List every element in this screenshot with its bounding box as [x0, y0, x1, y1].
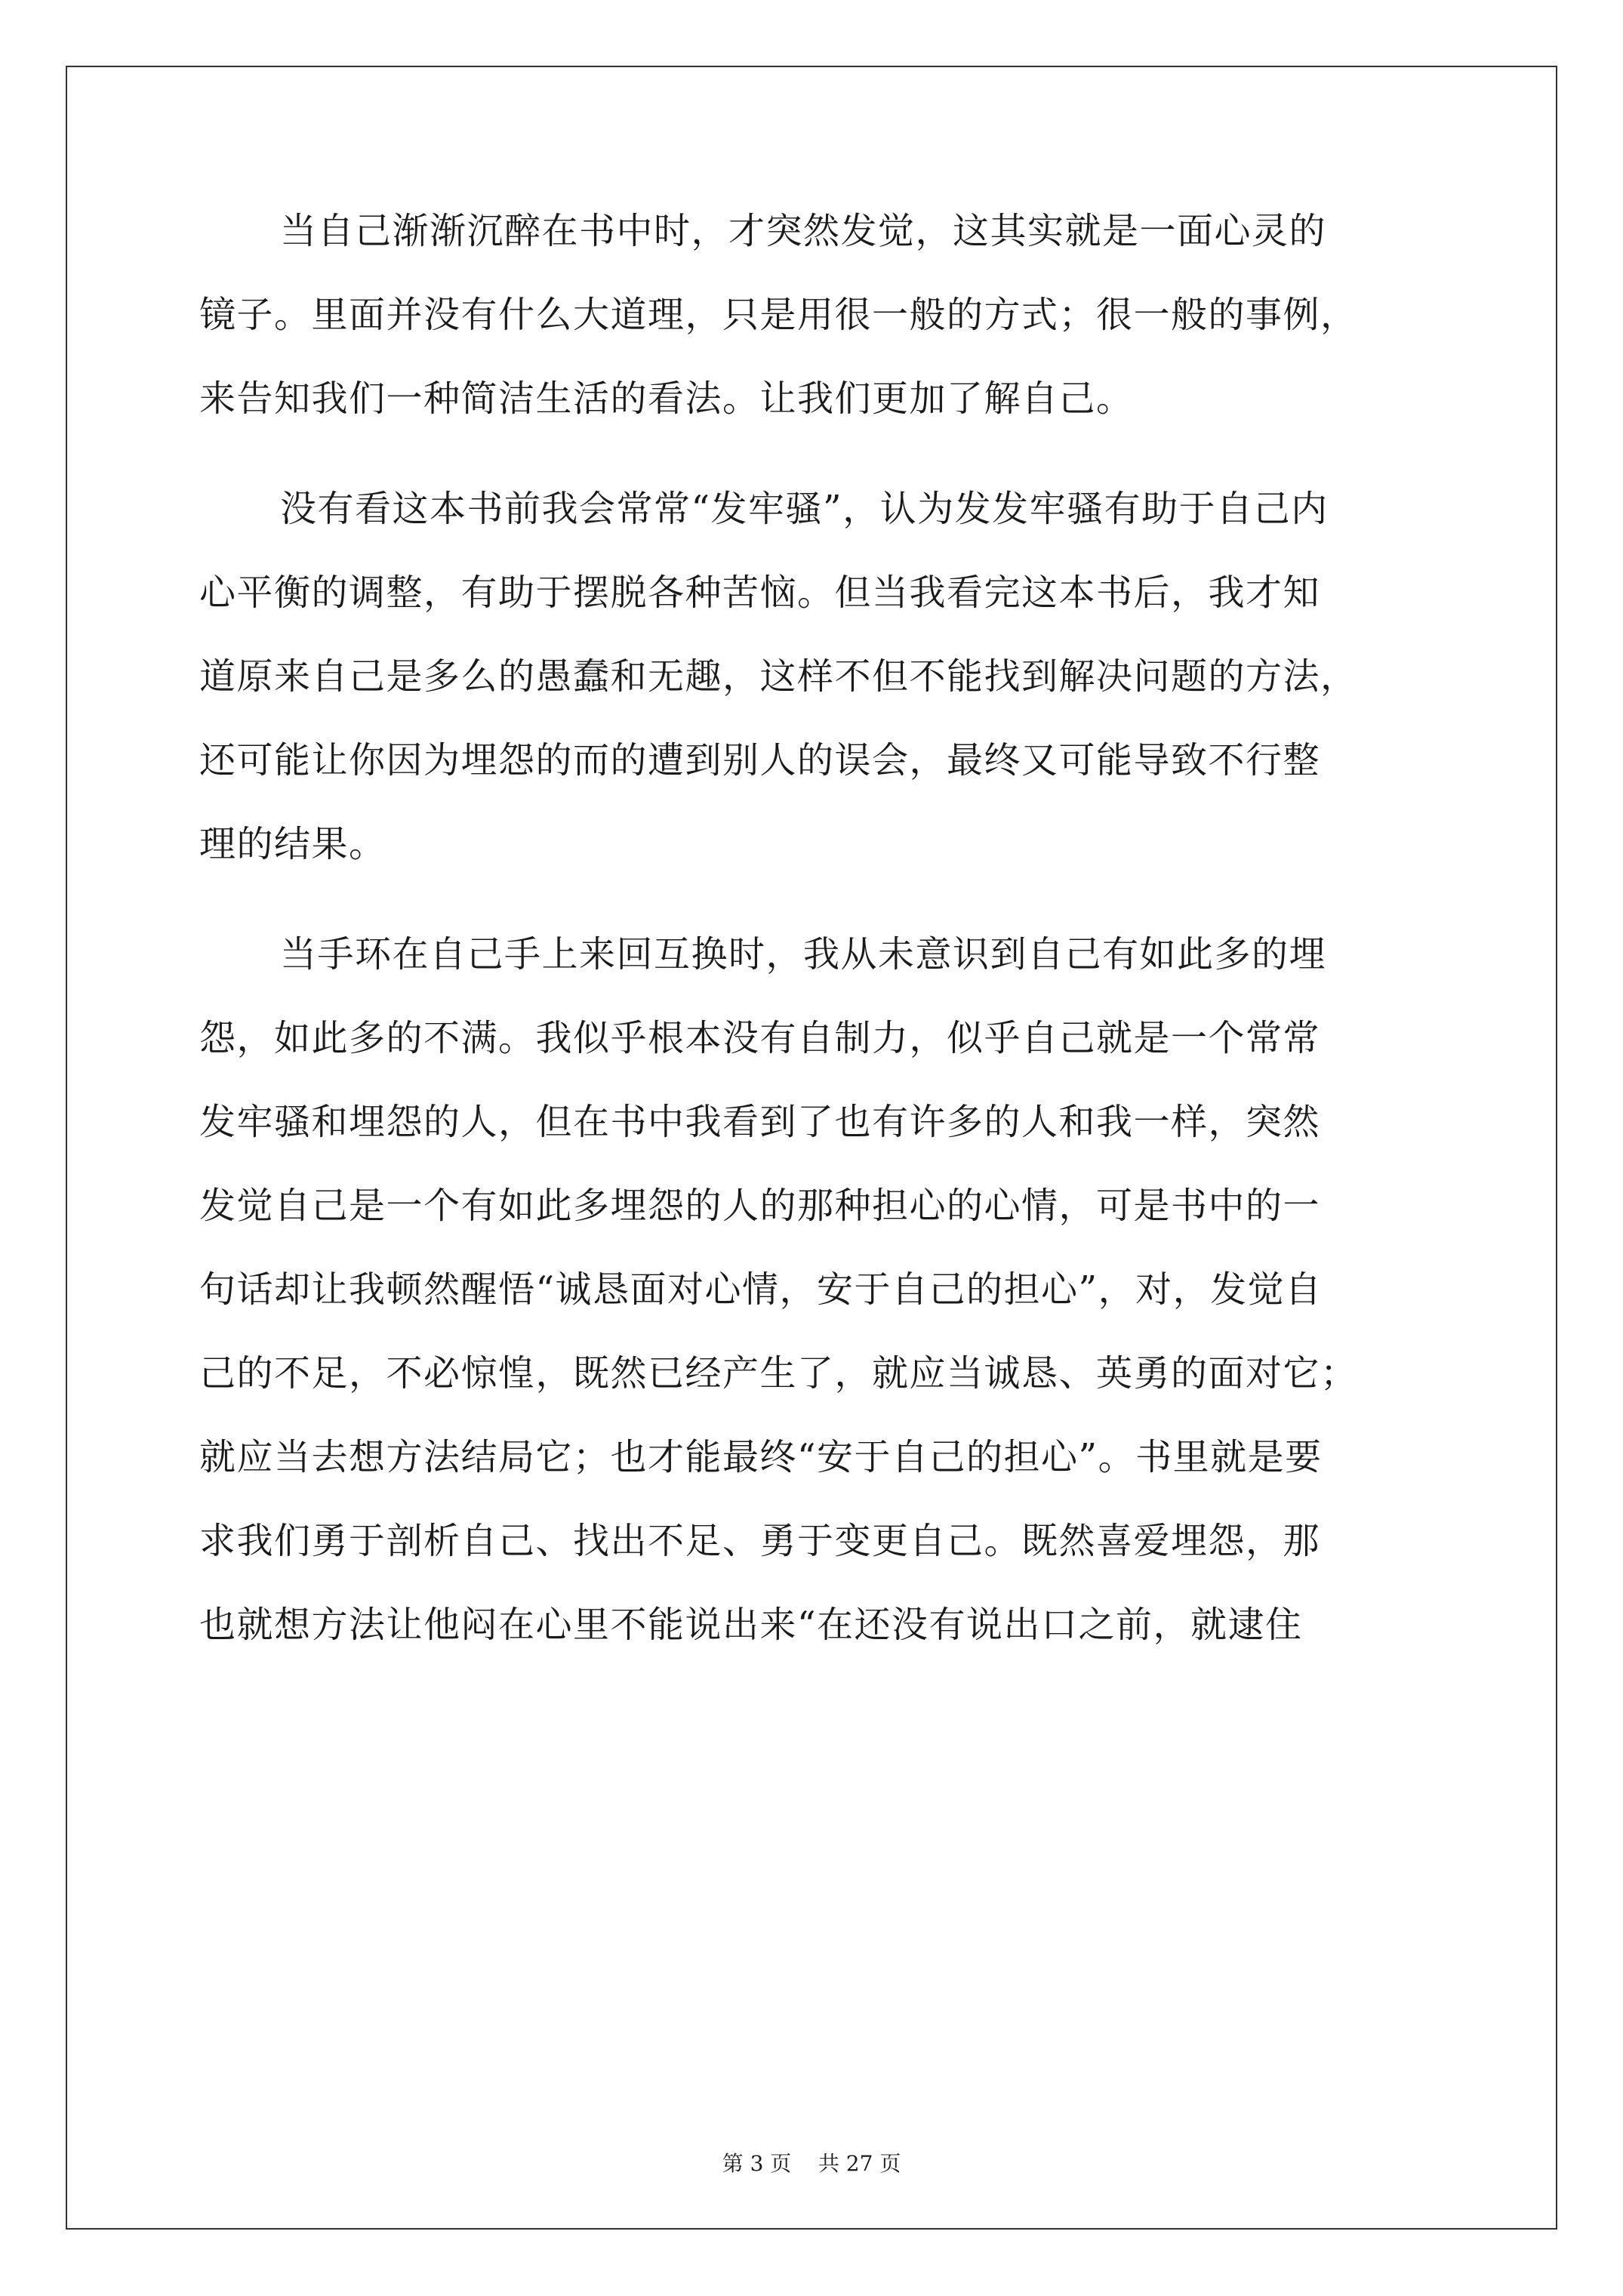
text-line: 来告知我们一种简洁生活的看法。让我们更加了解自己。 — [199, 378, 1134, 420]
text-line: 怨，如此多的不满。我似乎根本没有自制力，似乎自己就是一个常常 — [199, 1017, 1321, 1059]
text-line: 己的不足，不必惊惶，既然已经产生了，就应当诚恳、英勇的面对它； — [199, 1352, 1358, 1395]
text-line: 当自己渐渐沉醉在书中时，才突然发觉，这其实就是一面心灵的 — [280, 210, 1327, 252]
page-number-footer: 第 3 页 共 27 页 — [722, 2151, 901, 2176]
text-line: 没有看这本书前我会常常“发牢骚”，认为发发牢骚有助于自己内 — [280, 488, 1329, 530]
text-line: 道原来自己是多么的愚蠢和无趣，这样不但不能找到解决问题的方法， — [199, 655, 1358, 698]
text-line: 镜子。里面并没有什么大道理，只是用很一般的方式；很一般的事例， — [199, 294, 1358, 336]
text-line: 就应当去想方法结局它；也才能最终“安于自己的担心”。书里就是要 — [199, 1436, 1323, 1478]
text-line: 也就想方法让他闷在心里不能说出来“在还没有说出口之前，就逮住 — [199, 1604, 1303, 1646]
text-line: 句话却让我顿然醒悟“诚恳面对心情，安于自己的担心”，对，发觉自 — [199, 1268, 1323, 1311]
text-line: 理的结果。 — [199, 823, 387, 865]
text-line: 发牢骚和埋怨的人，但在书中我看到了也有许多的人和我一样，突然 — [199, 1101, 1321, 1143]
text-line: 当手环在自己手上来回互换时，我从未意识到自己有如此多的埋 — [280, 933, 1327, 975]
text-line: 心平衡的调整，有助于摆脱各种苦恼。但当我看完这本书后，我才知 — [199, 572, 1321, 614]
text-line: 求我们勇于剖析自己、找出不足、勇于变更自己。既然喜爱埋怨，那 — [199, 1520, 1321, 1562]
text-line: 还可能让你因为埋怨的而的遭到别人的误会，最终又可能导致不行整 — [199, 739, 1321, 781]
text-line: 发觉自己是一个有如此多埋怨的人的那种担心的心情，可是书中的一 — [199, 1185, 1321, 1227]
